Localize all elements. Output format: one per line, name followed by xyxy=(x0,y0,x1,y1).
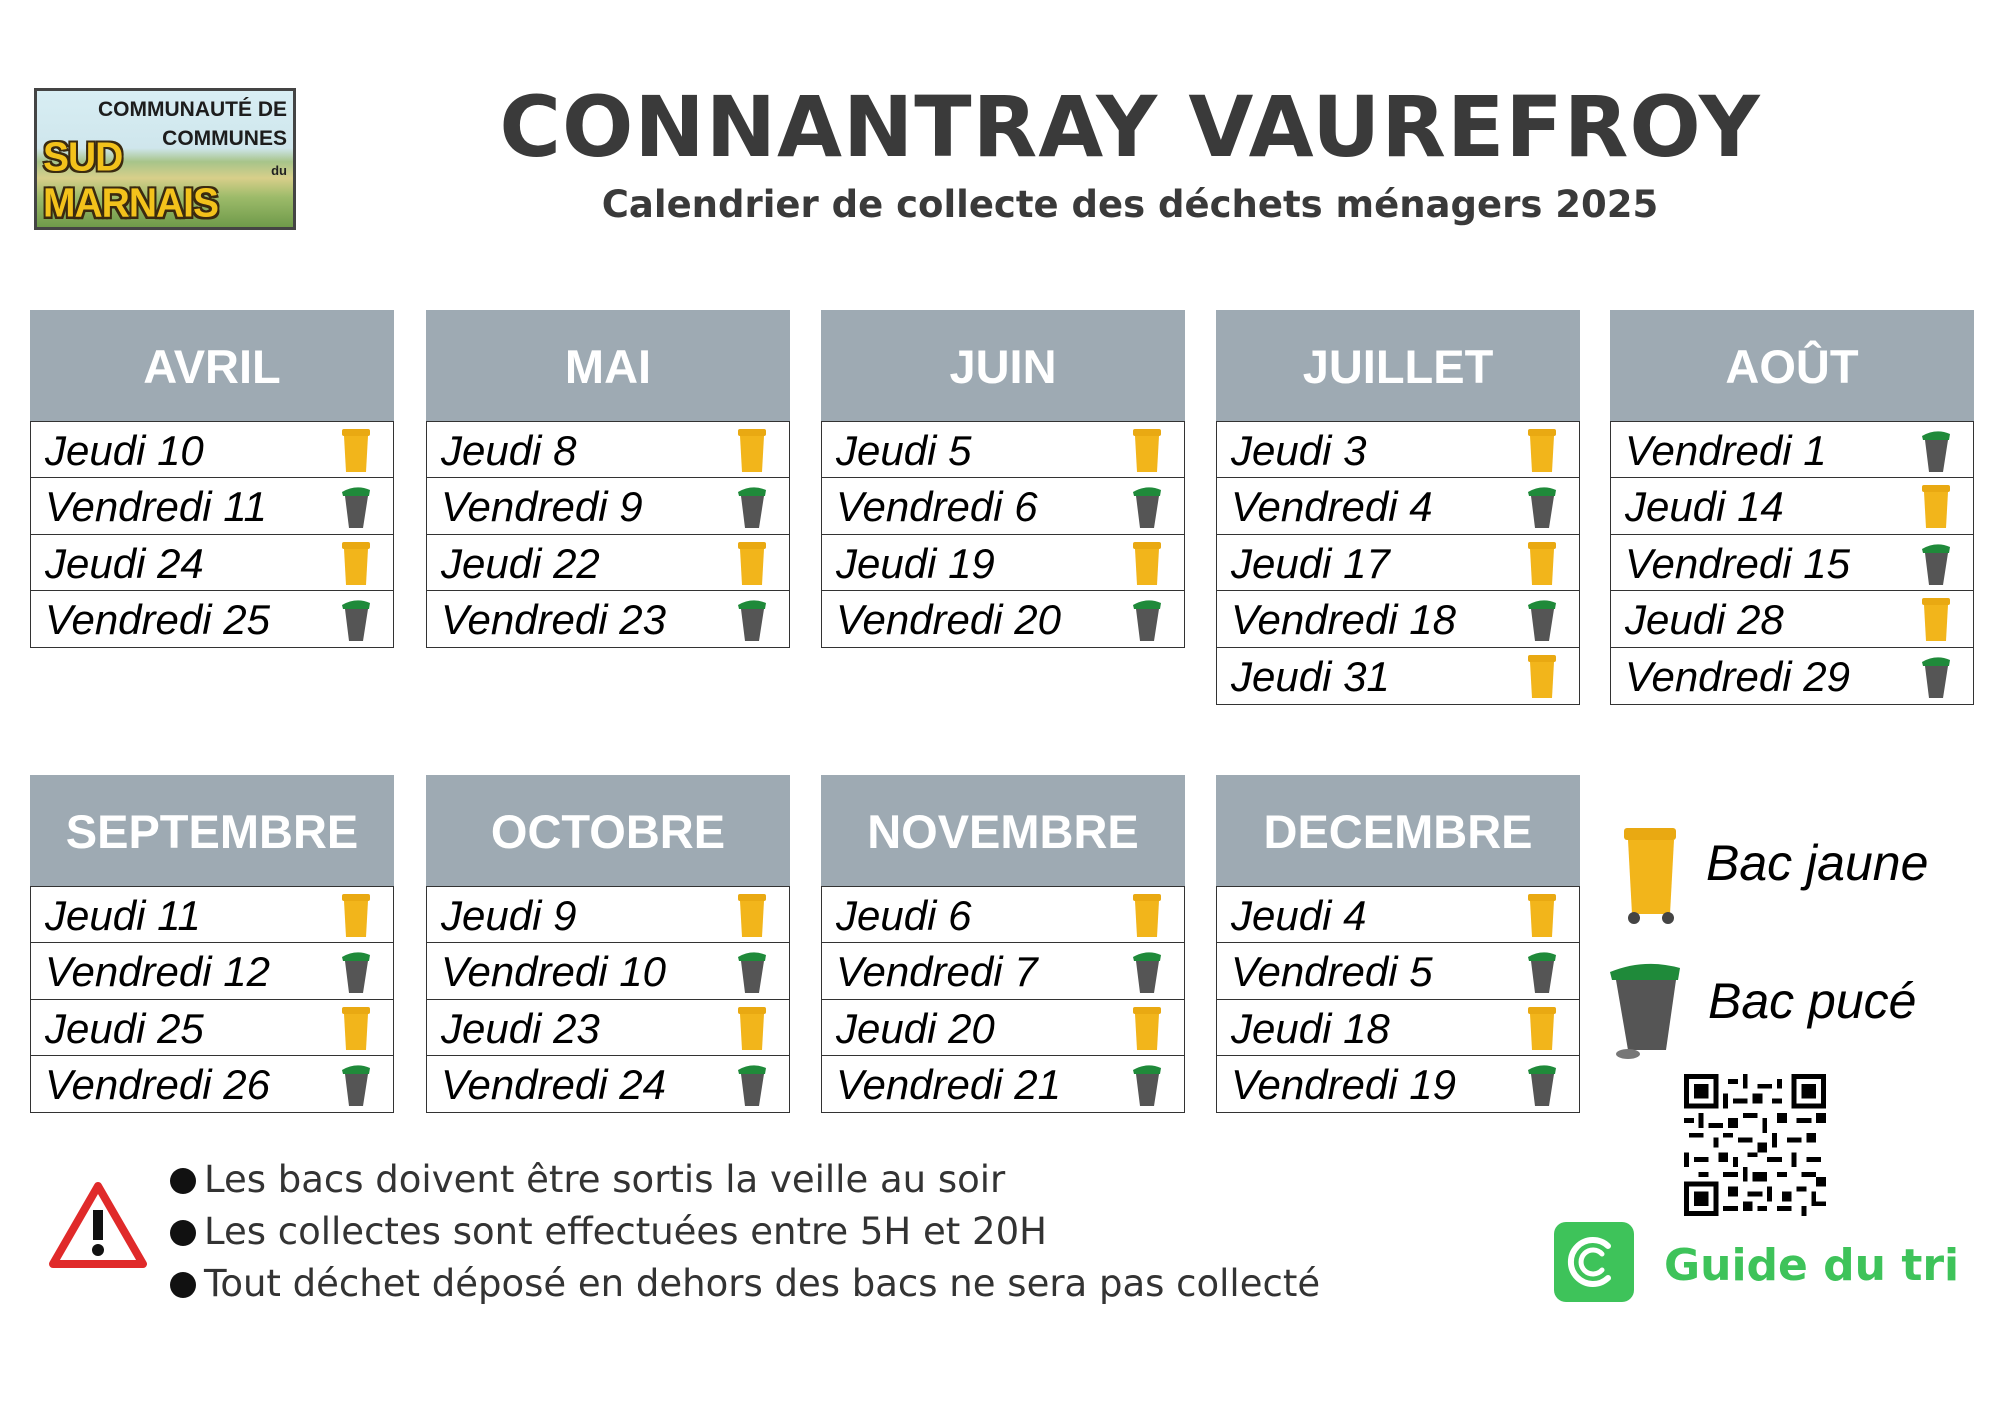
note-item: Les bacs doivent être sortis la veille au soir xyxy=(170,1154,1320,1206)
month-header: OCTOBRE xyxy=(426,775,790,887)
collection-date: Jeudi 10 xyxy=(45,426,204,474)
notes-list xyxy=(170,1154,1320,1310)
collection-row xyxy=(1610,534,1974,592)
green-bin-icon xyxy=(1132,1062,1162,1108)
green-bin-icon xyxy=(737,949,767,995)
month-header: AOÛT xyxy=(1610,310,1974,422)
collection-row xyxy=(1610,590,1974,648)
collection-date: Vendredi 11 xyxy=(45,483,267,530)
collection-date: Jeudi 18 xyxy=(1231,1004,1390,1052)
month-3 xyxy=(1216,310,1580,705)
collection-row xyxy=(426,421,790,479)
collection-row xyxy=(821,590,1185,648)
sud-marnais-logo xyxy=(34,88,296,230)
collection-date: Jeudi 23 xyxy=(441,1004,600,1052)
collection-date: Jeudi 3 xyxy=(1231,426,1367,474)
green-bin-icon xyxy=(341,949,371,995)
collection-date: Vendredi 6 xyxy=(836,483,1038,530)
green-bin-icon xyxy=(1606,958,1684,1062)
green-bin-icon xyxy=(1527,949,1557,995)
month-header: AVRIL xyxy=(30,310,394,422)
collection-row xyxy=(821,942,1185,1000)
collection-row xyxy=(30,534,394,592)
yellow-bin-icon xyxy=(737,541,767,587)
yellow-bin-icon xyxy=(1527,893,1557,939)
collection-date: Vendredi 7 xyxy=(836,948,1038,995)
yellow-bin-icon xyxy=(341,541,371,587)
collection-date: Jeudi 8 xyxy=(441,426,577,474)
collection-row xyxy=(1216,590,1580,648)
green-bin-icon xyxy=(1132,597,1162,643)
collection-date: Vendredi 19 xyxy=(1231,1061,1456,1108)
collection-row xyxy=(426,590,790,648)
collection-date: Vendredi 23 xyxy=(441,596,666,643)
logo-line-1: COMMUNAUTÉ DE COMMUNES xyxy=(98,98,287,150)
collection-row xyxy=(30,999,394,1057)
yellow-bin-icon xyxy=(737,1006,767,1052)
collection-date: Vendredi 10 xyxy=(441,948,666,995)
yellow-bin-icon xyxy=(341,1006,371,1052)
month-7 xyxy=(821,775,1185,1113)
month-0 xyxy=(30,310,394,648)
yellow-bin-icon xyxy=(737,428,767,474)
collection-date: Jeudi 31 xyxy=(1231,652,1390,700)
collection-date: Vendredi 20 xyxy=(836,596,1061,643)
collection-row xyxy=(30,886,394,944)
month-5 xyxy=(30,775,394,1113)
collection-date: Vendredi 24 xyxy=(441,1061,666,1108)
logo-line-4: SUD MARNAIS xyxy=(43,134,218,227)
legend-yellow-label: Bac jaune xyxy=(1706,835,1929,891)
collection-row xyxy=(1216,534,1580,592)
collection-date: Vendredi 26 xyxy=(45,1061,270,1108)
collection-date: Vendredi 29 xyxy=(1625,652,1850,700)
collection-date: Jeudi 19 xyxy=(836,539,995,587)
guide-du-tri-app-icon[interactable] xyxy=(1554,1222,1634,1302)
collection-row xyxy=(1216,886,1580,944)
collection-date: Jeudi 22 xyxy=(441,539,600,587)
collection-date: Jeudi 4 xyxy=(1231,891,1367,939)
month-4 xyxy=(1610,310,1974,705)
collection-row xyxy=(1216,421,1580,479)
yellow-bin-icon xyxy=(341,893,371,939)
green-bin-icon xyxy=(737,1062,767,1108)
month-header: JUIN xyxy=(821,310,1185,422)
month-header: MAI xyxy=(426,310,790,422)
warning-icon xyxy=(48,1180,148,1270)
yellow-bin-icon xyxy=(1527,541,1557,587)
collection-date: Vendredi 25 xyxy=(45,596,270,643)
yellow-bin-icon xyxy=(341,428,371,474)
month-1 xyxy=(426,310,790,648)
collection-row xyxy=(1216,1055,1580,1113)
collection-date: Jeudi 6 xyxy=(836,891,972,939)
green-bin-icon xyxy=(1527,1062,1557,1108)
yellow-bin-icon xyxy=(1921,597,1951,643)
guide-du-tri-link[interactable]: Guide du tri xyxy=(1664,1240,1960,1291)
green-bin-icon xyxy=(1527,484,1557,530)
green-bin-icon xyxy=(1132,484,1162,530)
collection-date: Vendredi 9 xyxy=(441,483,643,530)
collection-date: Vendredi 15 xyxy=(1625,539,1850,587)
collection-date: Jeudi 9 xyxy=(441,891,577,939)
collection-row xyxy=(1216,942,1580,1000)
collection-row xyxy=(821,421,1185,479)
yellow-bin-icon xyxy=(1132,541,1162,587)
collection-row xyxy=(30,1055,394,1113)
month-header: JUILLET xyxy=(1216,310,1580,422)
collection-row xyxy=(821,999,1185,1057)
logo-line-3: du xyxy=(271,163,287,178)
collection-row xyxy=(1610,647,1974,705)
collection-date: Vendredi 5 xyxy=(1231,948,1433,995)
yellow-bin-icon xyxy=(1527,428,1557,474)
collection-row xyxy=(426,477,790,535)
collection-row xyxy=(821,534,1185,592)
collection-row xyxy=(30,421,394,479)
collection-row xyxy=(30,942,394,1000)
collection-row xyxy=(821,1055,1185,1113)
page-title: CONNANTRAY VAUREFROY xyxy=(499,78,1761,176)
green-bin-icon xyxy=(737,484,767,530)
page-subtitle: Calendrier de collecte des déchets ménagers 2025 xyxy=(601,183,1659,226)
collection-row xyxy=(1610,421,1974,479)
legend-green-label: Bac pucé xyxy=(1708,973,1917,1029)
green-bin-icon xyxy=(1921,654,1951,700)
green-bin-icon xyxy=(341,484,371,530)
collection-row xyxy=(1610,477,1974,535)
guide-logo-icon xyxy=(1554,1222,1634,1302)
collection-row xyxy=(426,534,790,592)
green-bin-icon xyxy=(341,597,371,643)
month-header: DECEMBRE xyxy=(1216,775,1580,887)
yellow-bin-icon xyxy=(1527,654,1557,700)
month-2 xyxy=(821,310,1185,648)
collection-date: Jeudi 17 xyxy=(1231,539,1390,587)
note-item: Tout déchet déposé en dehors des bacs ne sera pas collecté xyxy=(170,1258,1320,1310)
collection-date: Jeudi 24 xyxy=(45,539,204,587)
collection-row xyxy=(30,477,394,535)
green-bin-icon xyxy=(1921,541,1951,587)
collection-row xyxy=(426,942,790,1000)
month-8 xyxy=(1216,775,1580,1113)
yellow-bin-icon xyxy=(1132,428,1162,474)
note-item: Les collectes sont effectuées entre 5H et 20H xyxy=(170,1206,1320,1258)
green-bin-icon xyxy=(341,1062,371,1108)
qr-code-icon[interactable] xyxy=(1684,1074,1826,1216)
yellow-bin-icon xyxy=(1132,1006,1162,1052)
collection-row xyxy=(426,886,790,944)
yellow-bin-icon xyxy=(1620,826,1682,926)
collection-date: Vendredi 12 xyxy=(45,948,270,995)
green-bin-icon xyxy=(1921,428,1951,474)
green-bin-icon xyxy=(1132,949,1162,995)
collection-row xyxy=(821,886,1185,944)
collection-date: Jeudi 5 xyxy=(836,426,972,474)
yellow-bin-icon xyxy=(737,893,767,939)
collection-date: Jeudi 25 xyxy=(45,1004,204,1052)
collection-row xyxy=(821,477,1185,535)
collection-row xyxy=(426,1055,790,1113)
collection-date: Jeudi 28 xyxy=(1625,596,1784,643)
green-bin-icon xyxy=(737,597,767,643)
yellow-bin-icon xyxy=(1527,1006,1557,1052)
collection-row xyxy=(30,590,394,648)
collection-date: Vendredi 1 xyxy=(1625,426,1827,474)
collection-date: Vendredi 21 xyxy=(836,1061,1061,1108)
collection-date: Jeudi 11 xyxy=(45,891,201,939)
bullet-icon xyxy=(170,1168,196,1194)
bullet-icon xyxy=(170,1272,196,1298)
month-header: SEPTEMBRE xyxy=(30,775,394,887)
collection-date: Vendredi 18 xyxy=(1231,596,1456,643)
collection-row xyxy=(426,999,790,1057)
month-header: NOVEMBRE xyxy=(821,775,1185,887)
green-bin-icon xyxy=(1527,597,1557,643)
yellow-bin-icon xyxy=(1921,484,1951,530)
collection-row xyxy=(1216,477,1580,535)
collection-row xyxy=(1216,999,1580,1057)
collection-date: Jeudi 20 xyxy=(836,1004,995,1052)
yellow-bin-icon xyxy=(1132,893,1162,939)
bullet-icon xyxy=(170,1220,196,1246)
collection-row xyxy=(1216,647,1580,705)
collection-date: Vendredi 4 xyxy=(1231,483,1433,530)
collection-date: Jeudi 14 xyxy=(1625,483,1784,530)
month-6 xyxy=(426,775,790,1113)
